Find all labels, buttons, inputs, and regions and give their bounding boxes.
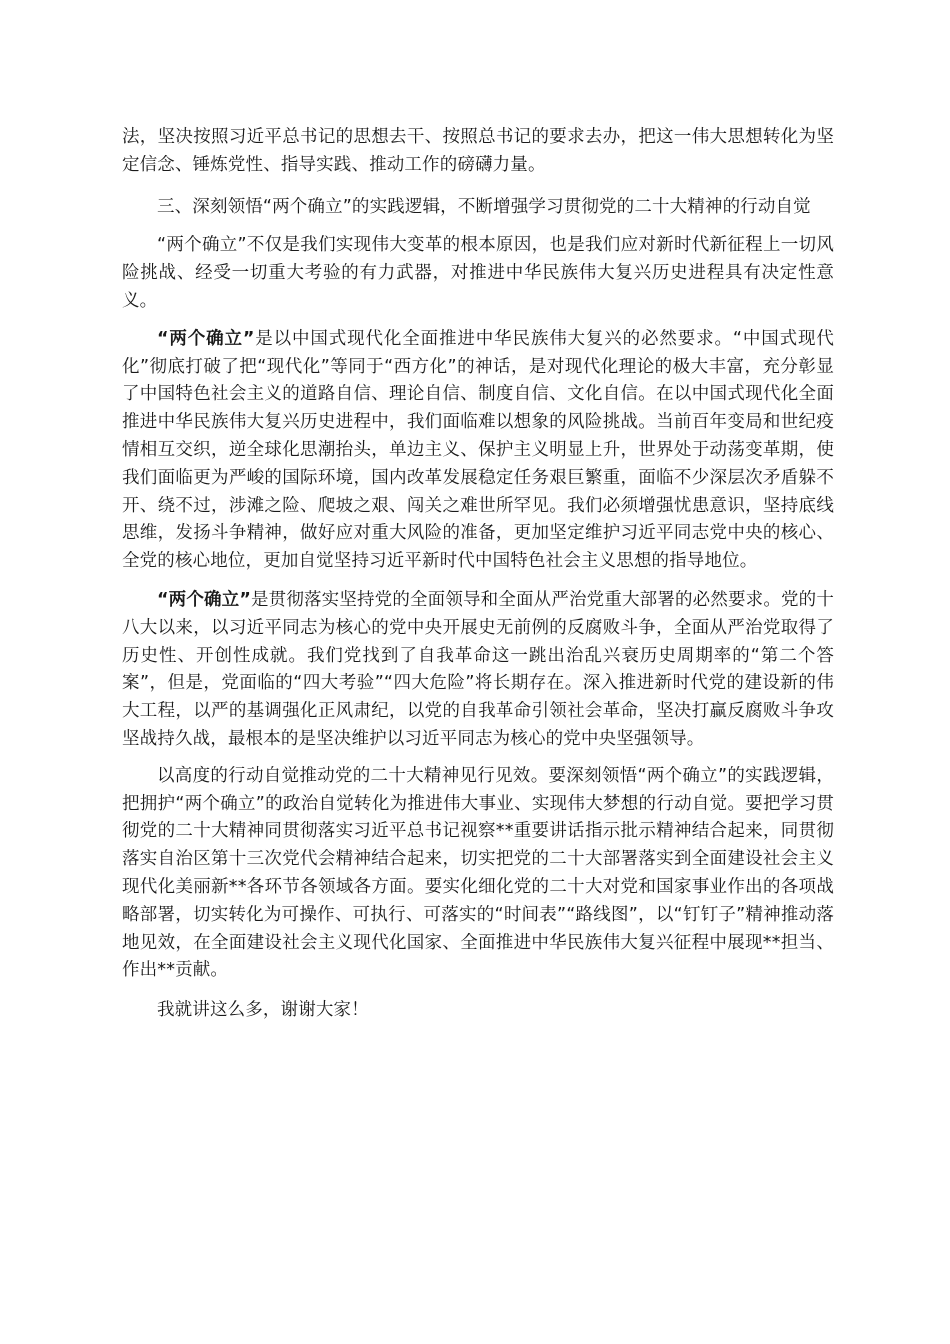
paragraph-two-establishments-intro [122,232,834,315]
paragraph-text: 我就讲这么多，谢谢大家！ [157,1000,369,1021]
paragraph-text: 法，坚决按照习近平总书记的思想去干、按照总书记的要求去办，把这一伟大思想转化为坚定信念、锤炼党性、指导实践、推动工作的磅礴力量。 [122,127,834,175]
paragraph-text: “两个确立”不仅是我们实现伟大变革的根本原因，也是我们应对新时代新征程上一切风险挑战、经受一切重大考验的有力武器，对推进中华民族伟大复兴历史进程具有决定性意义。 [122,235,834,311]
closing-remark [122,997,834,1025]
paragraph-lead-phrase: “两个确立” [157,589,251,610]
section-heading-three [122,194,834,222]
paragraph-text: 是贯彻落实坚持党的全面领导和全面从严治党重大部署的必然要求。党的十八大以来，以习近平同志为核心的党中央开展史无前例的反腐败斗争，全面从严治党取得了历史性、开创性成就。我们党找到了自我革命这一跳出治乱兴衰历史周期率的“第二个答案”，但是，党面临的“四大考验”“四大危险”将长期存在。深入推进新时代党的建设新的伟大工程，以严的基调强化正风肃纪，以党的自我革命引领社会革命，坚决打赢反腐败斗争攻坚战持久战，最根本的是坚决维护以习近平同志为核心的党中央坚强领导。 [122,589,835,749]
paragraph-text: 以高度的行动自觉推动党的二十大精神见行见效。要深刻领悟“两个确立”的实践逻辑，把拥护“两个确立”的政治自觉转化为推进伟大事业、实现伟大梦想的行动自觉。要把学习贯彻党的二十大精神同贯彻落实习近平总书记视察**重要讲话指示批示精神结合起来，同贯彻落实自治区第十三次党代会精神结合起来，切实把党的二十大部署落实到全面建设社会主义现代化美丽新**各环节各领域各方面。要实化细化党的二十大对党和国家事业作出的各项战略部署，切实转化为可操作、可执行、可落实的“时间表”“路线图”，以“钉钉子”精神推动落地见效，在全面建设社会主义现代化国家、全面推进中华民族伟大复兴征程中展现**担当、作出**贡献。 [122,765,834,981]
paragraph-party-governance [122,587,834,754]
paragraph-continuation [122,124,834,180]
paragraph-lead-phrase: “两个确立” [157,328,255,349]
paragraph-action-consciousness [122,763,834,985]
section-heading-text: 三、深刻领悟“两个确立”的实践逻辑，不断增强学习贯彻党的二十大精神的行动自觉 [157,196,811,217]
paragraph-text: 是以中国式现代化全面推进中华民族伟大复兴的必然要求。“中国式现代化”彻底打破了把“现代化”等同于“西方化”的神话，是对现代化理论的极大丰富，充分彰显了中国特色社会主义的道路自信、理论自信、制度自信、文化自信。在以中国式现代化全面推进中华民族伟大复兴历史进程中，我们面临难以想象的风险挑战。当前百年变局和世纪疫情相互交织，逆全球化思潮抬头，单边主义、保护主义明显上升，世界处于动荡变革期，使我们面临更为严峻的国际环境，国内改革发展稳定任务艰巨繁重，面临不少深层次矛盾躲不开、绕不过，涉滩之险、爬坡之艰、闯关之难世所罕见。我们必须增强忧患意识，坚持底线思维，发扬斗争精神，做好应对重大风险的准备，更加坚定维护习近平同志党中央的核心、全党的核心地位，更加自觉坚持习近平新时代中国特色社会主义思想的指导地位。 [122,328,834,572]
document-page [122,124,834,1025]
paragraph-chinese-modernization [122,326,834,576]
